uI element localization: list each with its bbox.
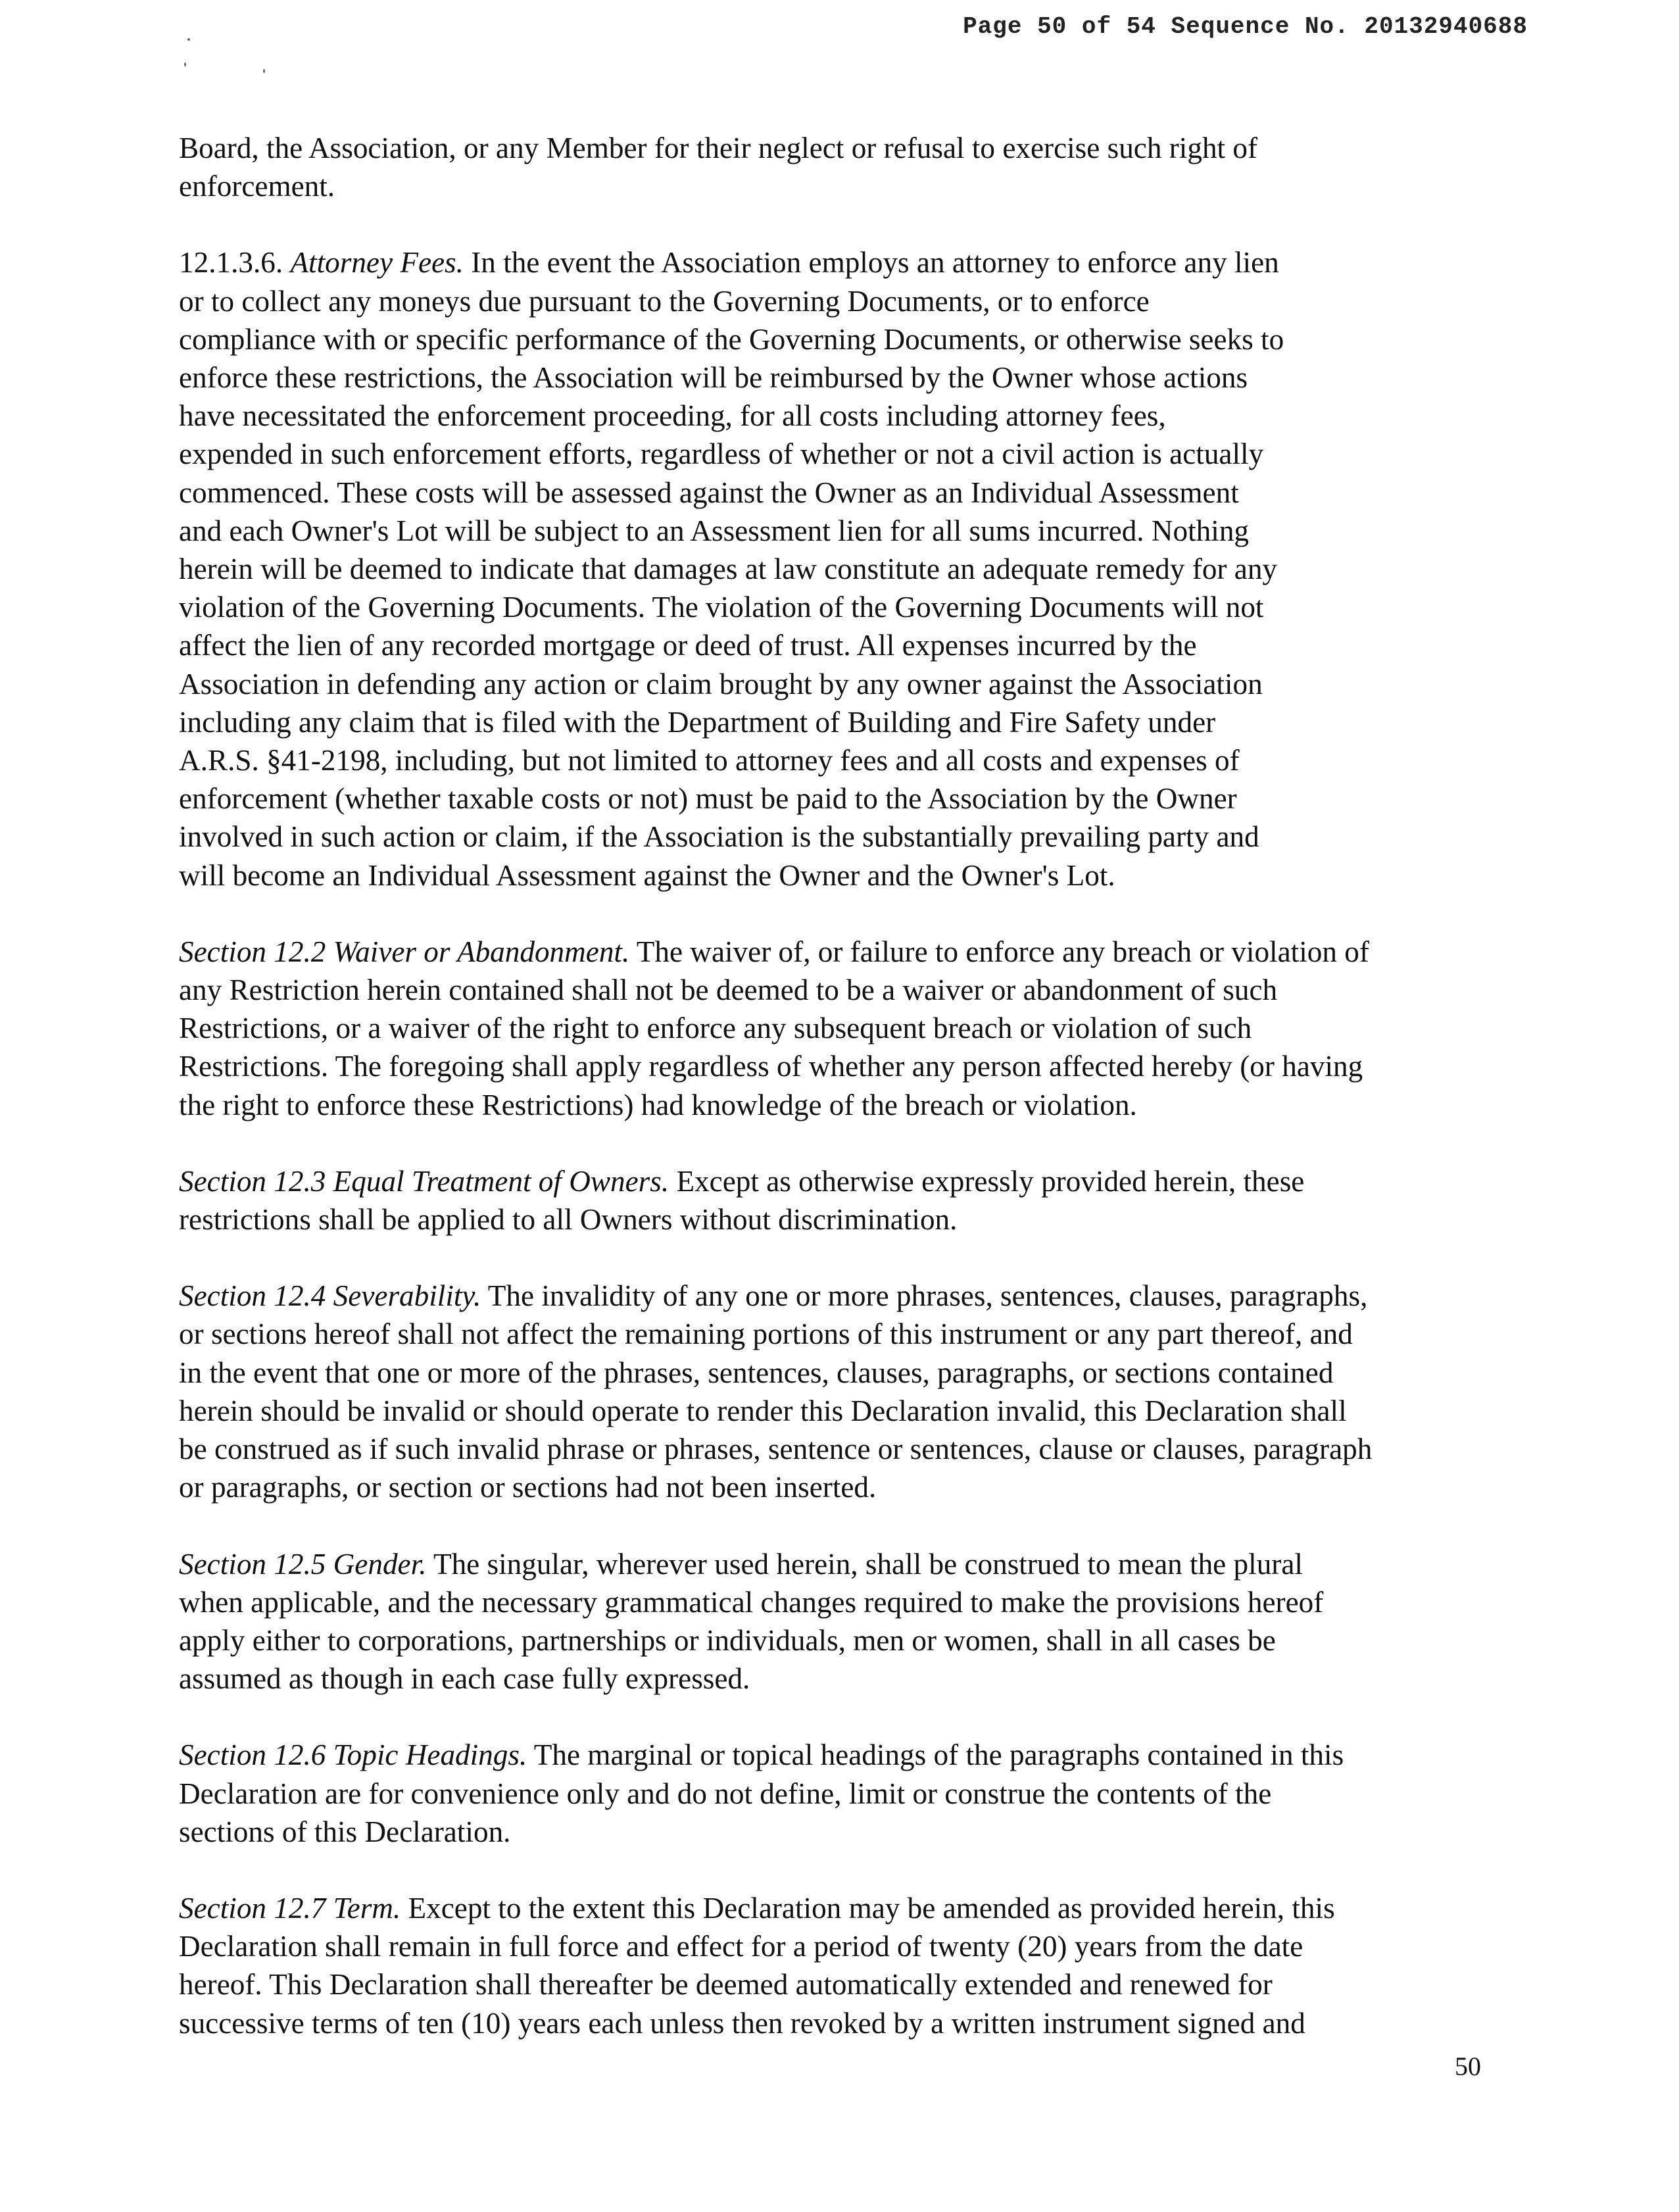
scan-speck [263, 69, 265, 73]
paragraph-line: Association in defending any action or claim brought by any owner against the Association [179, 667, 1263, 700]
paragraph-line: herein will be deemed to indicate that damages at law constitute an adequate remedy for any [179, 553, 1278, 586]
line-text: The singular, wherever used herein, shall be construed to mean the plural [426, 1547, 1303, 1581]
paragraph-line: Declaration shall remain in full force and effect for a period of twenty (20) years from the date [179, 1930, 1303, 1963]
paragraph-12-7 [179, 1889, 1514, 2042]
paragraph-line: enforcement. [179, 170, 335, 203]
section-heading: Section 12.6 Topic Headings. [179, 1738, 527, 1772]
document-body [179, 129, 1514, 2080]
line-text: The invalidity of any one or more phrases, sentences, clauses, paragraphs, [481, 1279, 1368, 1313]
section-heading: Section 12.7 Term. [179, 1891, 401, 1925]
paragraph-12-6 [179, 1736, 1514, 1851]
section-number: 12.1.3.6. [179, 246, 291, 280]
paragraph-line [179, 933, 1514, 971]
paragraph-12-2 [179, 933, 1514, 1124]
paragraph-line: Restrictions, or a waiver of the right to enforce any subsequent breach or violation of such [179, 1012, 1252, 1045]
scan-speck [187, 38, 190, 41]
paragraph-line: affect the lien of any recorded mortgage or deed of trust. All expenses incurred by the [179, 629, 1197, 662]
paragraph-line [179, 1545, 1514, 1583]
line-text: The waiver of, or failure to enforce any breach or violation of [629, 935, 1369, 968]
paragraph-line [179, 1889, 1514, 1927]
paragraph-line: or paragraphs, or section or sections had not been inserted. [179, 1471, 877, 1504]
section-heading: Section 12.4 Severability. [179, 1279, 481, 1313]
line-text: The marginal or topical headings of the paragraphs contained in this [527, 1738, 1344, 1772]
page-header-sequence: Page 50 of 54 Sequence No. 20132940688 [963, 13, 1528, 40]
paragraph-line: in the event that one or more of the phrases, sentences, clauses, paragraphs, or sections contained [179, 1356, 1334, 1389]
paragraph-line: enforcement (whether taxable costs or not) must be paid to the Association by the Owner [179, 782, 1237, 816]
paragraph-line: apply either to corporations, partnerships or individuals, men or women, shall in all cases be [179, 1623, 1276, 1657]
paragraph-line: or sections hereof shall not affect the remaining portions of this instrument or any part thereof, and [179, 1317, 1353, 1351]
paragraph-line: A.R.S. §41-2198, including, but not limited to attorney fees and all costs and expenses of [179, 744, 1240, 777]
line-text: In the event the Association employs an attorney to enforce any lien [463, 246, 1279, 280]
paragraph-line: violation of the Governing Documents. The violation of the Governing Documents will not [179, 591, 1264, 624]
paragraph-line: have necessitated the enforcement proceeding, for all costs including attorney fees, [179, 399, 1166, 433]
paragraph-line: any Restriction herein contained shall not be deemed to be a waiver or abandonment of such [179, 973, 1278, 1007]
paragraph-line: enforce these restrictions, the Association will be reimbursed by the Owner whose actions [179, 361, 1248, 395]
line-text: Except to the extent this Declaration may be amended as provided herein, this [401, 1891, 1335, 1925]
paragraph-12-4 [179, 1277, 1514, 1506]
paragraph-line [179, 1736, 1514, 1774]
paragraph-12-1-3-6 [179, 243, 1514, 894]
paragraph-line: be construed as if such invalid phrase or phrases, sentence or sentences, clause or clauses, paragraph [179, 1433, 1373, 1466]
paragraph-line: commenced. These costs will be assessed against the Owner as an Individual Assessment [179, 476, 1239, 509]
section-heading: Section 12.2 Waiver or Abandonment. [179, 935, 630, 968]
paragraph-line: hereof. This Declaration shall thereafter be deemed automatically extended and renewed for [179, 1968, 1273, 2002]
paragraph-line: including any claim that is filed with the Department of Building and Fire Safety under [179, 705, 1216, 739]
paragraph-line: Board, the Association, or any Member for their neglect or refusal to exercise such right of [179, 132, 1258, 164]
paragraph-line: will become an Individual Assessment against the Owner and the Owner's Lot. [179, 858, 1115, 892]
paragraph-12-5 [179, 1545, 1514, 1698]
page-number: 50 [1455, 2052, 1481, 2081]
section-heading: Section 12.5 Gender. [179, 1547, 427, 1581]
paragraph-line: successive terms of ten (10) years each unless then revoked by a written instrument signed and [179, 2006, 1305, 2040]
paragraph-line: the right to enforce these Restrictions) had knowledge of the breach or violation. [179, 1088, 1137, 1121]
paragraph-line: herein should be invalid or should operate to render this Declaration invalid, this Declaration shall [179, 1394, 1347, 1427]
paragraph-line: restrictions shall be applied to all Owners without discrimination. [179, 1203, 958, 1237]
paragraph-line: when applicable, and the necessary grammatical changes required to make the provisions hereof [179, 1585, 1324, 1619]
paragraph-line: or to collect any moneys due pursuant to the Governing Documents, or to enforce [179, 284, 1150, 318]
paragraph-line: involved in such action or claim, if the Association is the substantially prevailing party and [179, 820, 1259, 854]
line-text: Except as otherwise expressly provided herein, these [669, 1164, 1305, 1198]
paragraph-12-3 [179, 1162, 1514, 1239]
paragraph-line [179, 1162, 1514, 1200]
paragraph-line: and each Owner's Lot will be subject to an Assessment lien for all sums incurred. Nothing [179, 514, 1250, 547]
paragraph-line: Restrictions. The foregoing shall apply regardless of whether any person affected hereby (or having [179, 1050, 1363, 1083]
paragraph-continuation [179, 129, 1514, 205]
section-heading: Attorney Fees. [290, 246, 464, 280]
section-heading: Section 12.3 Equal Treatment of Owners. [179, 1164, 669, 1198]
paragraph-line [179, 1277, 1514, 1315]
paragraph-line: expended in such enforcement efforts, regardless of whether or not a civil action is actually [179, 437, 1264, 471]
paragraph-line: assumed as though in each case fully expressed. [179, 1662, 750, 1696]
paragraph-line: sections of this Declaration. [179, 1815, 511, 1848]
paragraph-line: Declaration are for convenience only and do not define, limit or construe the contents of the [179, 1777, 1272, 1810]
paragraph-line [179, 243, 1514, 282]
scan-speck [184, 62, 186, 66]
paragraph-line: compliance with or specific performance of the Governing Documents, or otherwise seeks to [179, 322, 1284, 356]
